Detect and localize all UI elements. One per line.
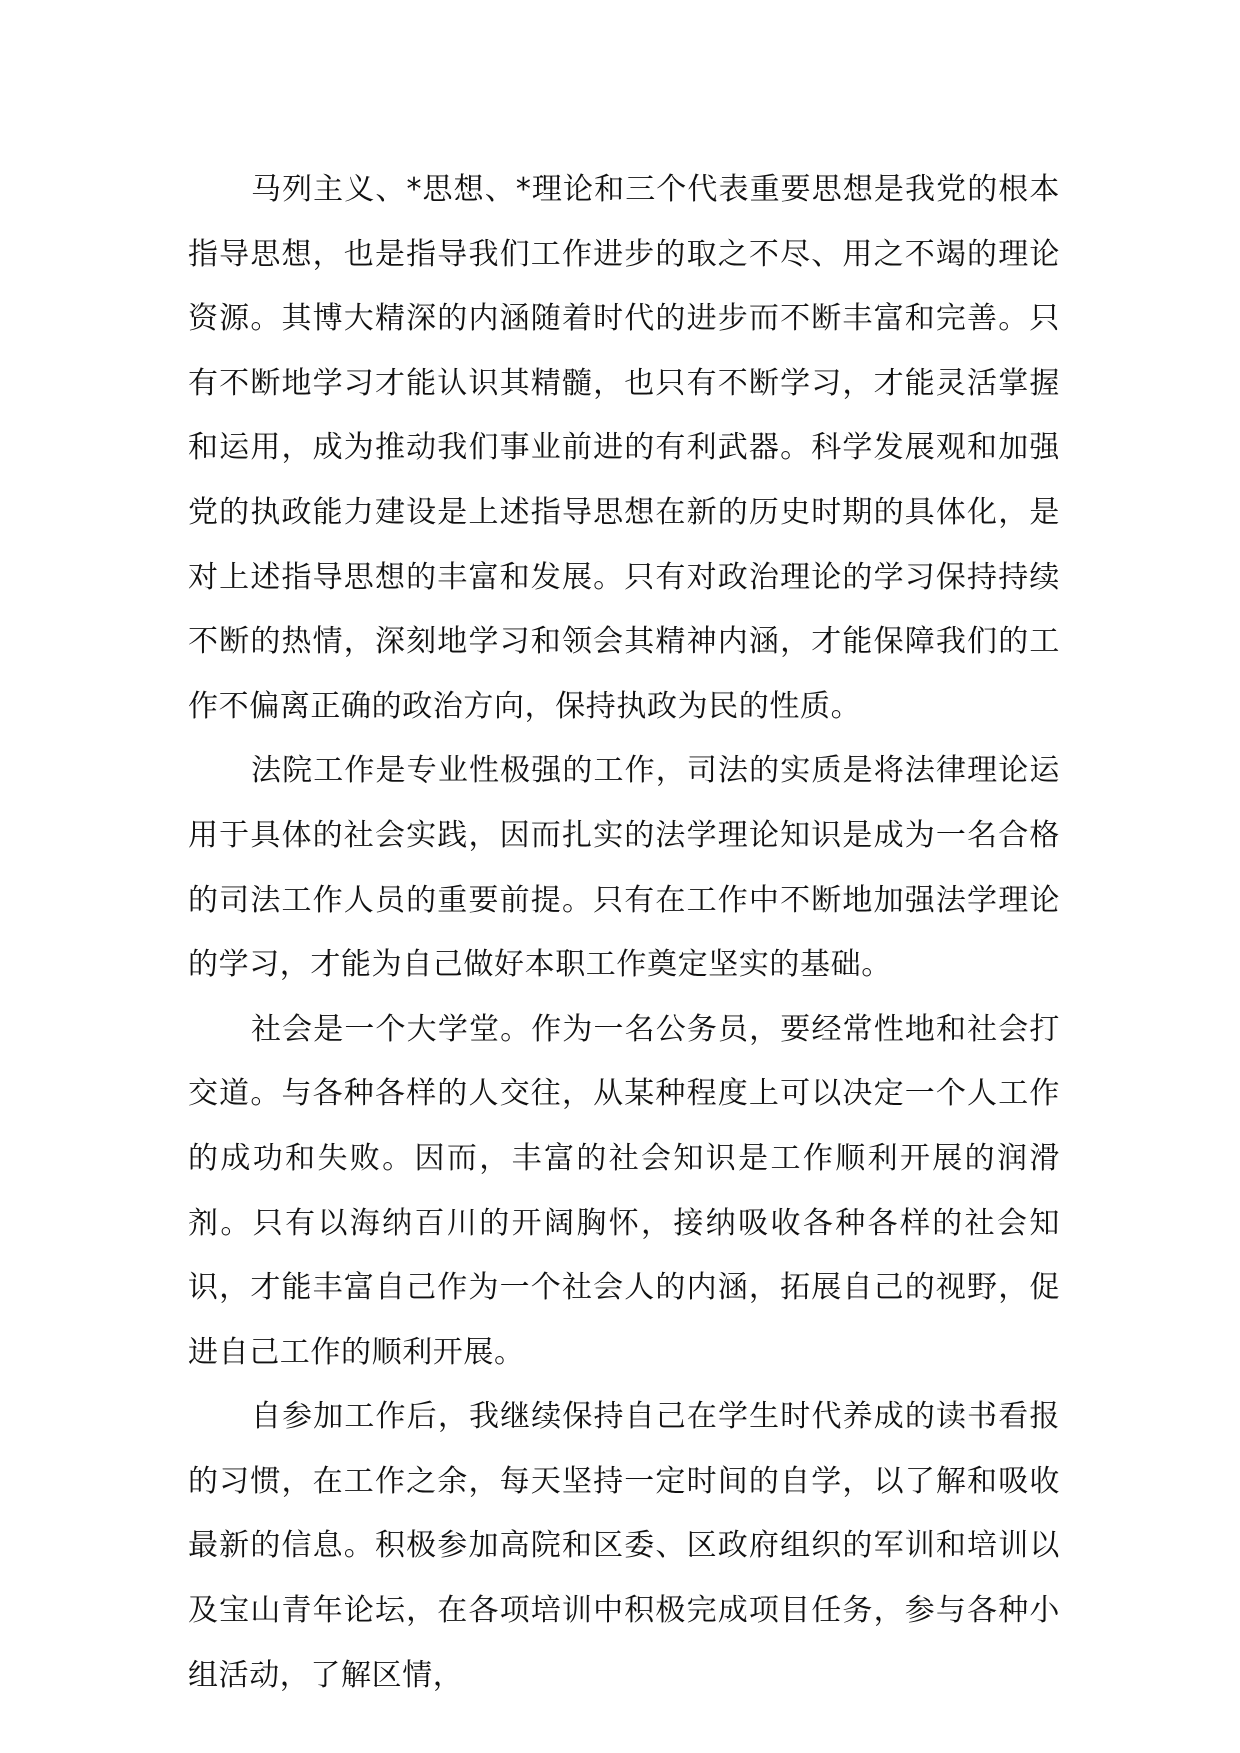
document-body: [188, 158, 1060, 1708]
paragraph-self-study: 自参加工作后，我继续保持自己在学生时代养成的读书看报的习惯，在工作之余，每天坚持一定时间的自学，以了解和吸收最新的信息。积极参加高院和区委、区政府组织的军训和培训以及宝山青年论坛，在各项培训中积极完成项目任务，参与各种小组活动，了解区情，: [188, 1399, 1060, 1693]
paragraph-law: 法院工作是专业性极强的工作，司法的实质是将法律理论运用于具体的社会实践，因而扎实的法学理论知识是成为一名合格的司法工作人员的重要前提。只有在工作中不断地加强法学理论的学习，才能为自己做好本职工作奠定坚实的基础。: [188, 753, 1060, 983]
paragraph-society: 社会是一个大学堂。作为一名公务员，要经常性地和社会打交道。与各种各样的人交往，从某种程度上可以决定一个人工作的成功和失败。因而，丰富的社会知识是工作顺利开展的润滑剂。只有以海纳百川的开阔胸怀，接纳吸收各种各样的社会知识，才能丰富自己作为一个社会人的内涵，拓展自己的视野，促进自己工作的顺利开展。: [188, 1011, 1060, 1370]
paragraph-theory: 马列主义、*思想、*理论和三个代表重要思想是我党的根本指导思想，也是指导我们工作进步的取之不尽、用之不竭的理论资源。其博大精深的内涵随着时代的进步而不断丰富和完善。只有不断地学习才能认识其精髓，也只有不断学习，才能灵活掌握和运用，成为推动我们事业前进的有利武器。科学发展观和加强党的执政能力建设是上述指导思想在新的历史时期的具体化，是对上述指导思想的丰富和发展。只有对政治理论的学习保持持续不断的热情，深刻地学习和领会其精神内涵，才能保障我们的工作不偏离正确的政治方向，保持执政为民的性质。: [188, 172, 1060, 724]
